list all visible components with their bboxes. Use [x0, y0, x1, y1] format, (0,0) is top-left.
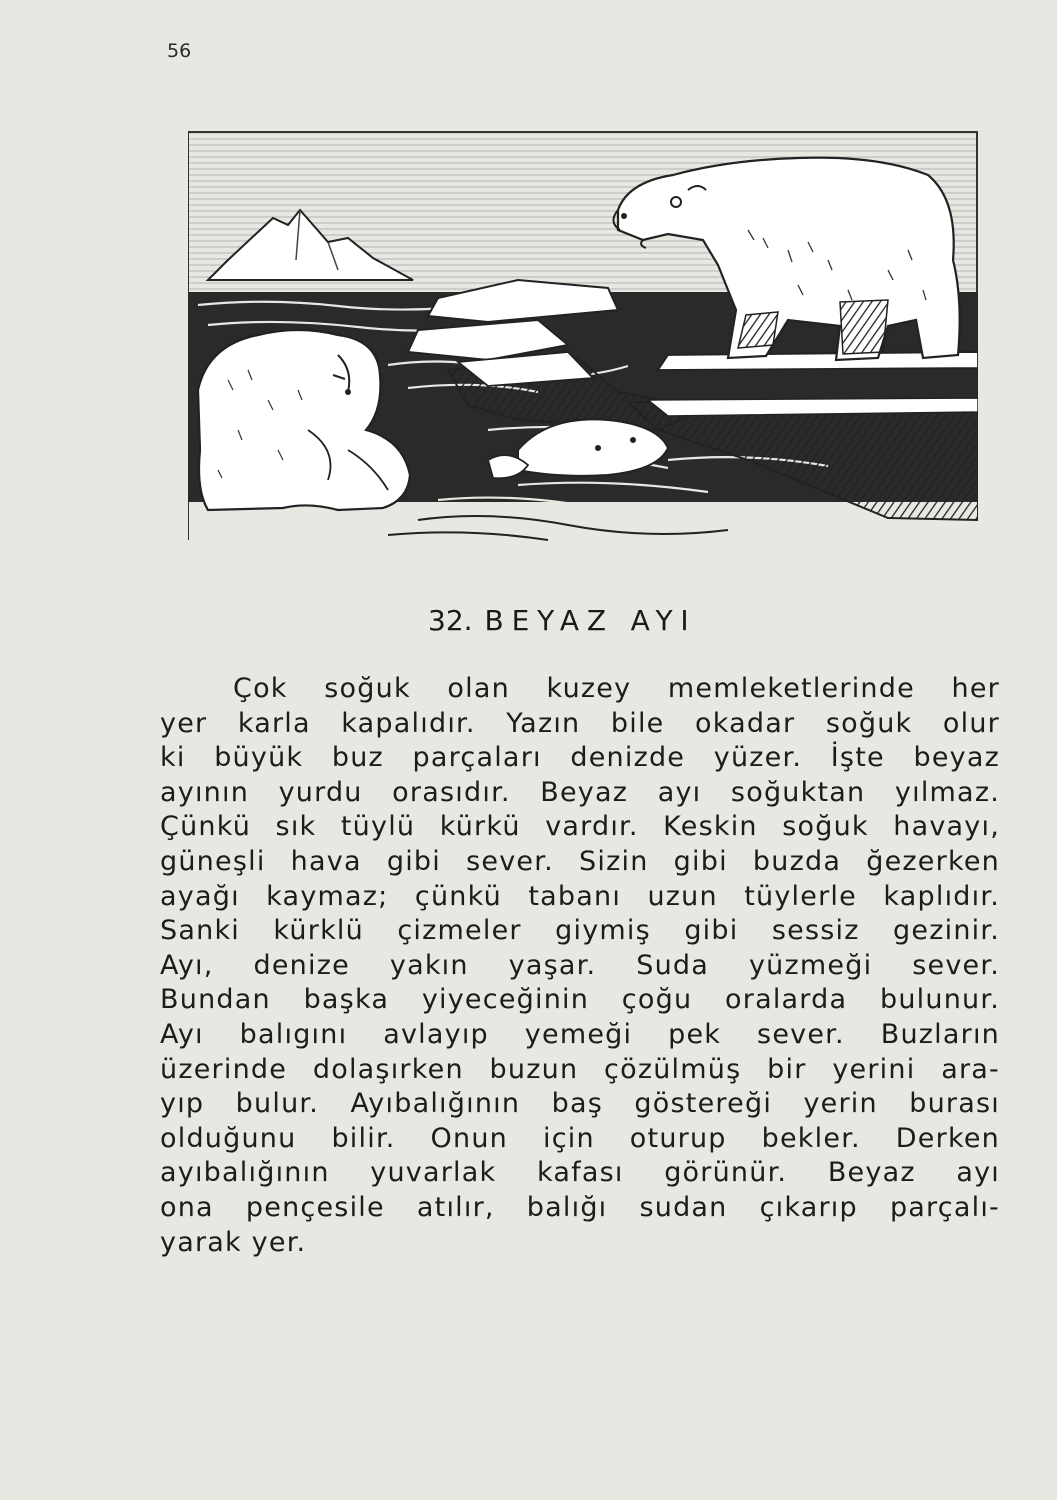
text-line: Bundan başka yiyeceğinin çoğu oralarda bulunur. [160, 984, 1000, 1016]
chapter-number: 32. [428, 604, 473, 637]
polar-bear-illustration [188, 130, 978, 550]
text-line: Ayı balıgını avlayıp yemeği pek sever. Buzların [160, 1018, 1000, 1050]
text-line: ki büyük buz parçaları denizde yüzer. İşte beyaz [160, 742, 1000, 774]
page-number: 56 [167, 40, 192, 62]
chapter-title: BEYAZ AYI [484, 604, 697, 637]
text-line: Çok soğuk olan kuzey memleketlerinde her [233, 673, 1000, 704]
text-line: yıp bulur. Ayıbalığının baş göstereği yerin burası [160, 1088, 1000, 1120]
chapter-heading [428, 604, 697, 637]
text-line: Çünkü sık tüylü kürkü vardır. Keskin soğuk havayı, [160, 811, 1000, 843]
text-line: Sanki kürklü çizmeler giymiş gibi sessiz gezinir. [160, 915, 1000, 947]
text-line: yer karla kapalıdır. Yazın bile okadar soğuk olur [160, 707, 1000, 739]
text-line: ayının yurdu orasıdır. Beyaz ayı soğuktan yılmaz. [160, 776, 1000, 808]
text-line: olduğunu bilir. Onun için oturup bekler. Derken [160, 1122, 1000, 1154]
text-line: ayağı kaymaz; çünkü tabanı uzun tüylerle kaplıdır. [160, 880, 1000, 912]
text-line: ayıbalığının yuvarlak kafası görünür. Beyaz ayı [160, 1157, 1000, 1189]
text-line: ona pençesile atılır, balığı sudan çıkarıp parçalı- [160, 1191, 1000, 1223]
text-line: üzerinde dolaşırken buzun çözülmüş bir yerini ara- [160, 1053, 1000, 1085]
text-line: Ayı, denize yakın yaşar. Suda yüzmeği sever. [160, 949, 1000, 981]
body-text [160, 672, 1000, 1260]
text-line: güneşli hava gibi sever. Sizin gibi buzda ğezerken [160, 845, 1000, 877]
text-line: yarak yer. [160, 1226, 307, 1258]
